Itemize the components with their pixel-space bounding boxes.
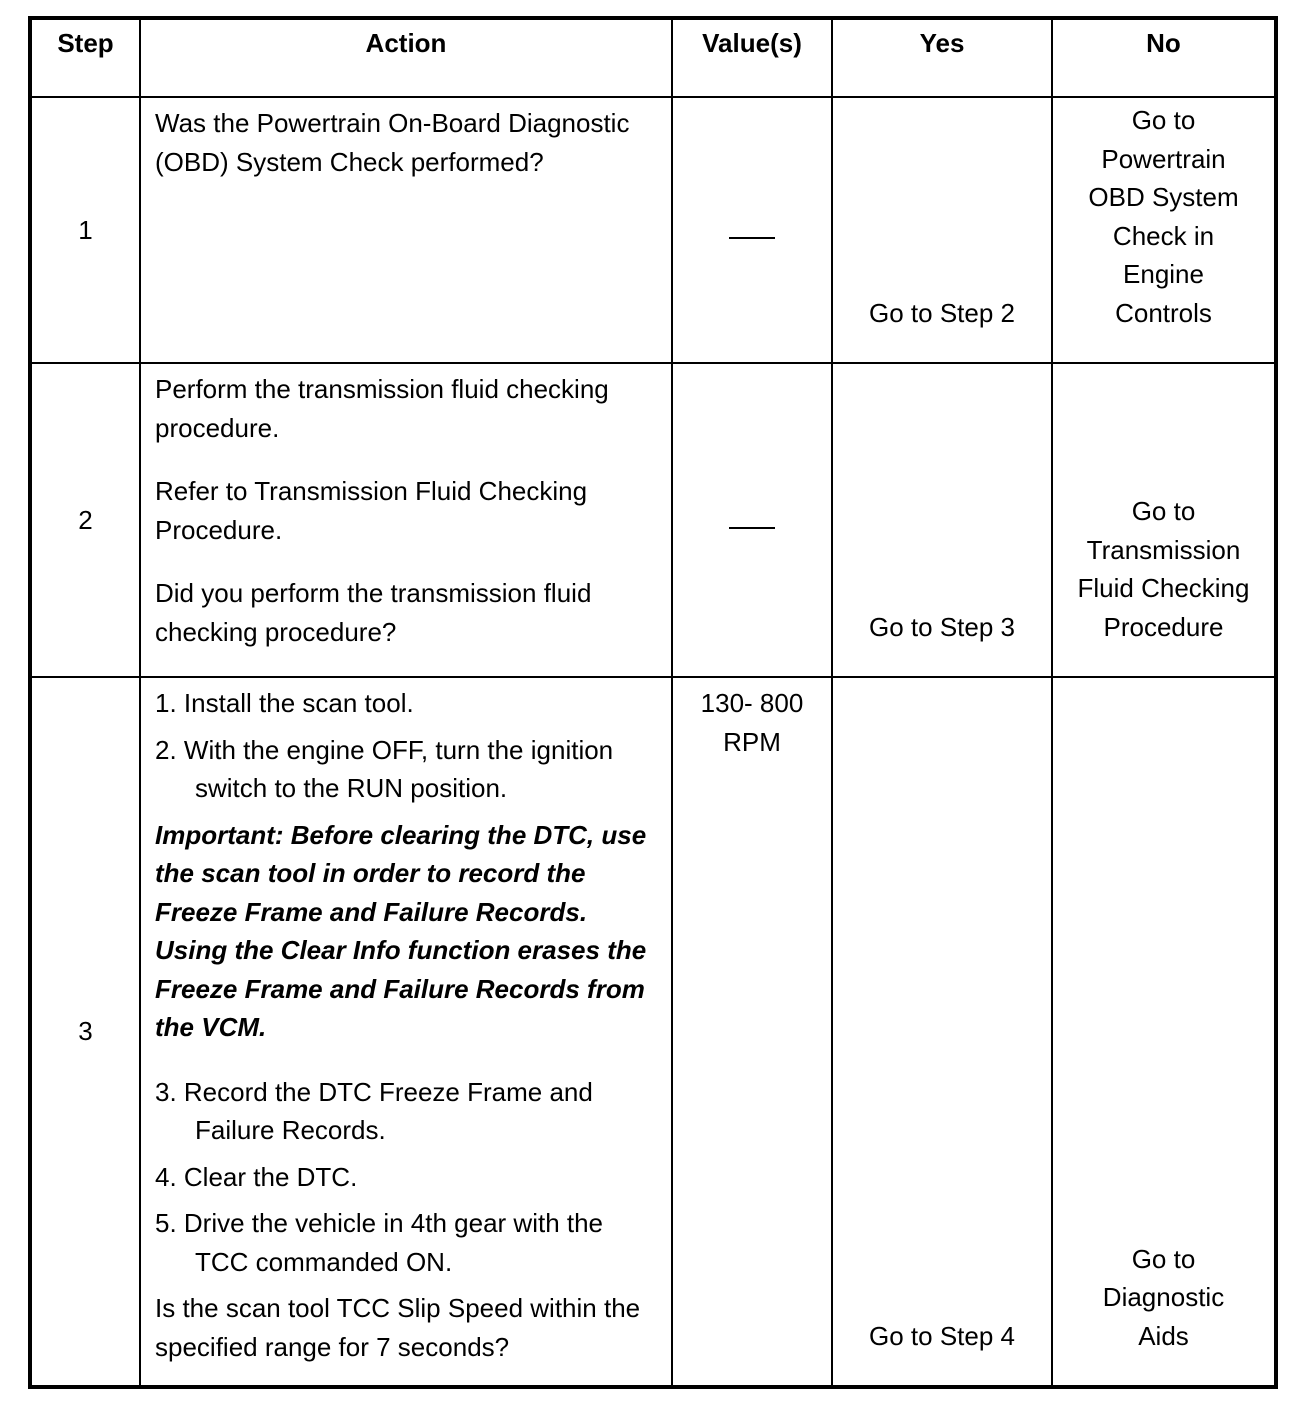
- list-item: 5. Drive the vehicle in 4th gear with the TCC commanded ON.: [155, 1208, 604, 1277]
- table-row: [30, 363, 1276, 677]
- value-cell: [672, 363, 832, 677]
- action-steps-list: [155, 684, 659, 808]
- diagnostic-table: [28, 16, 1278, 1389]
- no-cell: Go to Transmission Fluid Checking Procedure: [1052, 363, 1276, 677]
- yes-cell: Go to Step 4: [832, 677, 1052, 1387]
- step-number: 2: [30, 363, 140, 677]
- yes-cell: Go to Step 3: [832, 363, 1052, 677]
- action-question: Was the Powertrain On-Board Diagnostic (OBD) System Check performed?: [155, 108, 630, 177]
- value-cell: 130- 800 RPM: [672, 677, 832, 1387]
- action-question: Did you perform the transmission fluid checking procedure?: [155, 578, 592, 647]
- action-paragraph: Perform the transmission fluid checking procedure.: [155, 374, 609, 443]
- list-item: 2. With the engine OFF, turn the ignition switch to the RUN position.: [155, 734, 614, 803]
- no-cell: Go to Powertrain OBD System Check in Engine Controls: [1052, 97, 1276, 363]
- action-cell: [140, 677, 672, 1387]
- table-row: [30, 97, 1276, 363]
- header-values: Value(s): [672, 18, 832, 97]
- value-dash: [729, 527, 775, 529]
- no-cell: Go to Diagnostic Aids: [1052, 677, 1276, 1387]
- action-cell: [140, 363, 672, 677]
- action-cell: [140, 97, 672, 363]
- header-no: No: [1052, 18, 1276, 97]
- header-action: Action: [140, 18, 672, 97]
- header-step: Step: [30, 18, 140, 97]
- header-yes: Yes: [832, 18, 1052, 97]
- step-number: 1: [30, 97, 140, 363]
- yes-cell: Go to Step 2: [832, 97, 1052, 363]
- important-note: Important: Before clearing the DTC, use the scan tool in order to record the Freeze Frame and Failure Records. Using the Clear Info function erases the Freeze Frame and Failure Records from the VCM.: [155, 819, 647, 1042]
- table-row: [30, 677, 1276, 1387]
- value-cell: [672, 97, 832, 363]
- step-number: 3: [30, 677, 140, 1387]
- list-item: 1. Install the scan tool.: [155, 688, 414, 718]
- list-item: 3. Record the DTC Freeze Frame and Failure Records.: [155, 1076, 593, 1145]
- action-question: Is the scan tool TCC Slip Speed within the specified range for 7 seconds?: [155, 1293, 641, 1362]
- value-dash: [729, 237, 775, 239]
- list-item: 4. Clear the DTC.: [155, 1161, 358, 1192]
- action-paragraph: Refer to Transmission Fluid Checking Procedure.: [155, 476, 588, 545]
- header-row: [30, 18, 1276, 97]
- action-steps-list: [155, 1073, 659, 1282]
